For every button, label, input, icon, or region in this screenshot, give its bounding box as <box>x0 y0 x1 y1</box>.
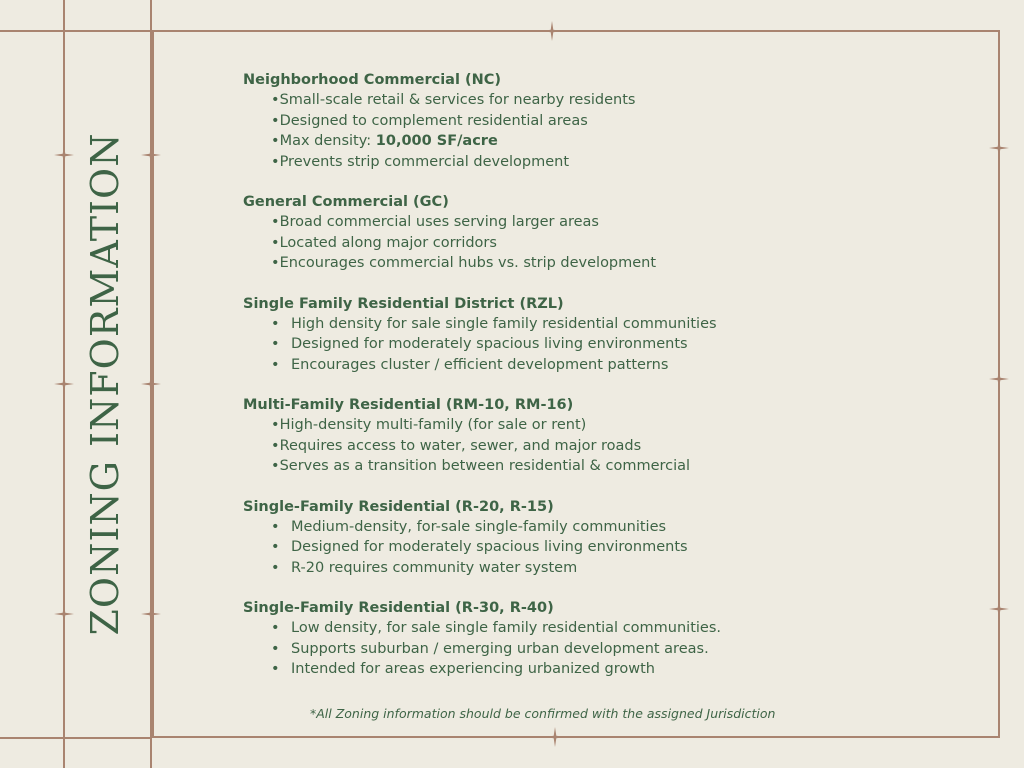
zone-item-text: Small-scale retail & services for nearby residents <box>279 92 636 108</box>
bullet: • <box>271 153 280 170</box>
bullet: • <box>271 356 280 373</box>
sparkle-star-icon <box>545 727 565 747</box>
zone-section-rzl <box>243 294 983 376</box>
zone-item <box>243 90 983 111</box>
zone-item-text: Low density, for sale single family residential communities. <box>291 620 721 636</box>
zone-item <box>243 456 983 477</box>
side-title: ZONING INFORMATION <box>83 132 127 636</box>
zone-item-text: Prevents strip commercial development <box>279 153 570 170</box>
sparkle-star-icon <box>989 599 1009 619</box>
sparkle-star-icon <box>54 604 74 624</box>
zone-item-text: Requires access to water, sewer, and major roads <box>279 437 642 454</box>
zone-heading: Multi-Family Residential (RM-10, RM-16) <box>243 397 574 413</box>
zone-item-text: Serves as a transition between residential & commercial <box>279 458 691 474</box>
zone-item-text: Designed for moderately spacious living environments <box>291 336 688 352</box>
zone-heading: Single-Family Residential (R-20, R-15) <box>243 498 554 515</box>
density-label: Max density: <box>279 133 376 149</box>
bullet: • <box>271 417 280 433</box>
zone-item <box>243 314 983 335</box>
zone-item <box>243 212 983 233</box>
bullet: • <box>271 661 280 677</box>
zone-item <box>243 639 983 660</box>
sparkle-star-icon <box>54 374 74 394</box>
bullet: • <box>271 458 280 474</box>
zone-item-text: Medium-density, for-sale single-family communities <box>291 518 667 535</box>
zone-section-rm <box>243 395 983 477</box>
zone-heading: Neighborhood Commercial (NC) <box>243 72 502 88</box>
zone-item-text: High-density multi-family (for sale or rent) <box>279 417 587 433</box>
zone-item-text: R-20 requires community water system <box>291 559 578 576</box>
sparkle-star-icon <box>141 374 161 394</box>
zone-item <box>243 233 983 254</box>
zone-item <box>243 618 983 639</box>
zone-item <box>243 334 983 355</box>
zone-item-density <box>243 131 983 152</box>
zone-item <box>243 415 983 436</box>
zone-item <box>243 517 983 538</box>
bullet: • <box>271 255 280 271</box>
bottom-border-line <box>0 737 152 739</box>
sparkle-star-icon <box>54 145 74 165</box>
zone-item-text: Designed for moderately spacious living environments <box>291 539 688 555</box>
zone-item-text: Encourages cluster / efficient development patterns <box>291 356 669 373</box>
bullet: • <box>271 559 280 576</box>
zoning-list <box>243 70 983 700</box>
zone-item <box>243 537 983 558</box>
bullet: • <box>271 234 280 251</box>
bullet: • <box>271 336 280 352</box>
bullet: • <box>271 315 280 332</box>
bullet: • <box>271 214 280 230</box>
sparkle-star-icon <box>542 21 562 41</box>
zone-heading: Single Family Residential District (RZL) <box>243 295 564 312</box>
density-value: 10,000 SF/acre <box>375 133 498 149</box>
zone-item-text: Encourages commercial hubs vs. strip development <box>279 255 657 271</box>
bullet: • <box>271 133 280 149</box>
zone-item <box>243 436 983 457</box>
zone-item <box>243 355 983 376</box>
zone-item-text: High density for sale single family residential communities <box>291 315 717 332</box>
footnote: *All Zoning information should be confirmed with the assigned Jurisdiction <box>310 706 776 721</box>
zone-item-text: Intended for areas experiencing urbanized growth <box>291 661 655 677</box>
zone-item-text: Designed to complement residential areas <box>279 112 588 129</box>
sparkle-star-icon <box>989 138 1009 158</box>
zone-section-gc <box>243 192 983 274</box>
sparkle-star-icon <box>141 145 161 165</box>
zone-heading: General Commercial (GC) <box>243 194 449 210</box>
zone-section-nc <box>243 70 983 172</box>
bullet: • <box>271 539 280 555</box>
bullet: • <box>271 620 280 636</box>
bullet: • <box>271 92 280 108</box>
bullet: • <box>271 437 280 454</box>
zone-item <box>243 558 983 579</box>
sparkle-star-icon <box>989 369 1009 389</box>
zone-heading: Single-Family Residential (R-30, R-40) <box>243 600 554 616</box>
zone-item-text: Supports suburban / emerging urban development areas. <box>291 640 709 657</box>
zone-item-text: Located along major corridors <box>279 234 497 251</box>
zone-section-r20 <box>243 497 983 579</box>
zone-item <box>243 659 983 680</box>
top-border-line <box>0 30 152 32</box>
zone-section-r30 <box>243 598 983 680</box>
bullet: • <box>271 518 280 535</box>
bullet: • <box>271 640 280 657</box>
sparkle-star-icon <box>141 604 161 624</box>
zone-item-text: Broad commercial uses serving larger areas <box>279 214 599 230</box>
zone-item <box>243 152 983 173</box>
bullet: • <box>271 112 280 129</box>
zone-item <box>243 111 983 132</box>
zone-item <box>243 253 983 274</box>
